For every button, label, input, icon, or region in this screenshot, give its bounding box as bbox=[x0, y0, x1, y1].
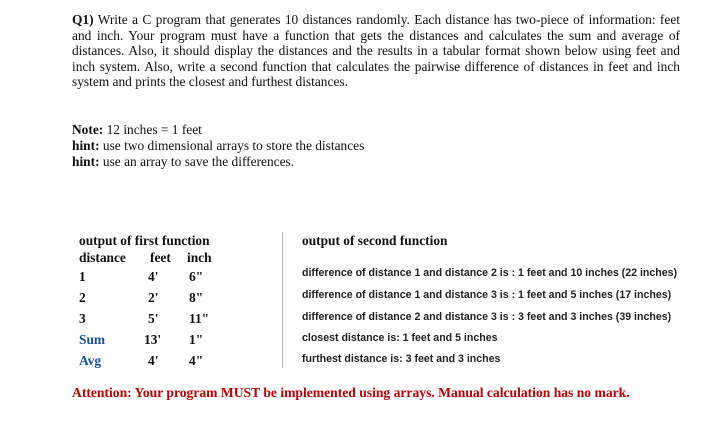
note-text: 12 inches = 1 feet bbox=[103, 122, 202, 137]
question-number: Q1) bbox=[72, 12, 94, 27]
note-line bbox=[72, 122, 492, 138]
row-inch: 11" bbox=[189, 311, 210, 326]
row-label: 2 bbox=[79, 290, 86, 305]
row-inch: 8" bbox=[189, 290, 204, 305]
first-function-title: output of first function bbox=[79, 233, 210, 248]
attention-note bbox=[72, 384, 692, 401]
row-feet: 13' bbox=[144, 332, 162, 347]
header-feet: feet bbox=[150, 250, 171, 265]
header-inch: inch bbox=[187, 250, 212, 265]
furthest-distance-line: furthest distance is: 3 feet and 3 inches bbox=[302, 353, 501, 365]
second-function-title: output of second function bbox=[302, 233, 448, 248]
row-feet: 4' bbox=[148, 269, 159, 284]
attention-label: Attention: bbox=[72, 385, 132, 400]
hint-label: hint: bbox=[72, 154, 100, 169]
hint-line-2 bbox=[72, 154, 492, 170]
hint-text: use two dimensional arrays to store the distances bbox=[99, 138, 365, 153]
question-text: Write a C program that generates 10 distances randomly. Each distance has two-piece of information: feet and inch. Your program must have a function that gets the distances and calculates the sum and average of distances. Also, it should display the distances and the results in a tabular format shown below using feet and inch system. Also, write a second function that calculates the pairwise difference of distances in feet and inch system and prints the closest and furthest distances. bbox=[72, 12, 681, 90]
row-label: 1 bbox=[79, 269, 86, 284]
row-label-sum: Sum bbox=[79, 332, 106, 347]
note-label: Note: bbox=[72, 122, 104, 137]
row-label: 3 bbox=[79, 311, 86, 326]
question-paragraph bbox=[72, 12, 680, 90]
difference-line: difference of distance 1 and distance 3 is : 1 feet and 5 inches (17 inches) bbox=[302, 289, 672, 301]
row-inch: 1" bbox=[189, 332, 204, 347]
row-inch: 4" bbox=[189, 353, 204, 368]
row-label-avg: Avg bbox=[79, 353, 102, 368]
hint-label: hint: bbox=[72, 138, 100, 153]
row-feet: 4' bbox=[148, 353, 159, 368]
hint-text: use an array to save the differences. bbox=[99, 154, 295, 169]
header-distance: distance bbox=[79, 250, 126, 265]
notes-block bbox=[72, 122, 492, 170]
difference-line: difference of distance 2 and distance 3 is : 3 feet and 3 inches (39 inches) bbox=[302, 311, 672, 323]
column-divider bbox=[282, 232, 283, 368]
row-feet: 2' bbox=[148, 290, 159, 305]
row-inch: 6" bbox=[189, 269, 204, 284]
row-feet: 5' bbox=[148, 311, 159, 326]
closest-distance-line: closest distance is: 1 feet and 5 inches bbox=[302, 332, 498, 344]
hint-line-1 bbox=[72, 138, 492, 154]
difference-line: difference of distance 1 and distance 2 is : 1 feet and 10 inches (22 inches) bbox=[302, 267, 678, 279]
attention-text: Your program MUST be implemented using arrays. Manual calculation has no mark. bbox=[131, 385, 630, 400]
